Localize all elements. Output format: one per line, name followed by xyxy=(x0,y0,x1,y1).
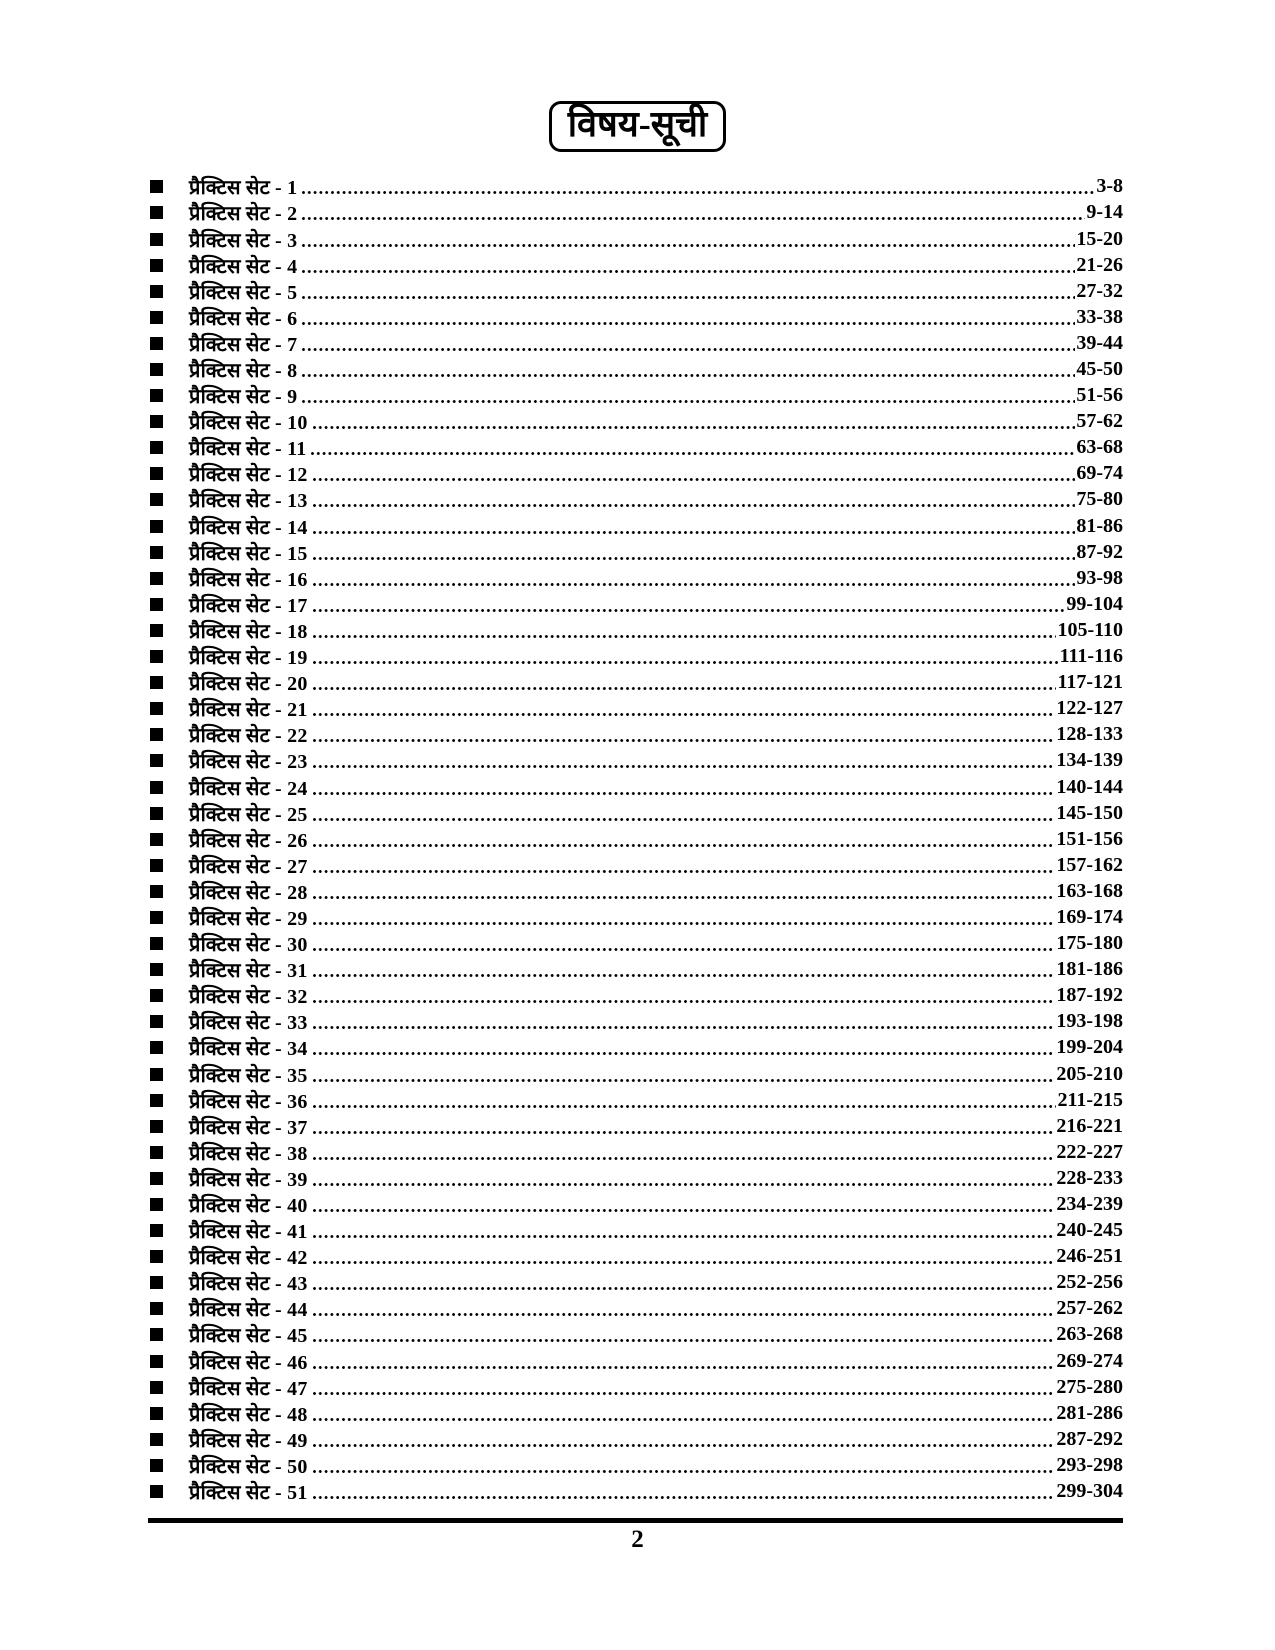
toc-entry-row xyxy=(150,435,1123,461)
toc-entry-pages: 287-292 xyxy=(1056,1427,1123,1450)
dot-leader xyxy=(313,818,1056,821)
toc-entry-pages: 21-26 xyxy=(1076,253,1123,276)
toc-entry-title: प्रैक्टिस सेट - 11 xyxy=(189,438,307,461)
toc-entry-row xyxy=(150,591,1123,617)
toc-entry-title: प्रैक्टिस सेट - 3 xyxy=(189,229,298,252)
toc-entry-title: प्रैक्टिस सेट - 37 xyxy=(189,1116,308,1139)
bullet-square-icon xyxy=(150,937,163,950)
toc-entry-title: प्रैक्टिस सेट - 47 xyxy=(189,1377,308,1400)
dot-leader xyxy=(313,557,1076,560)
dot-leader xyxy=(313,1496,1056,1499)
toc-entry-row xyxy=(150,487,1123,513)
title-section xyxy=(0,0,1275,152)
dot-leader xyxy=(313,504,1076,507)
toc-entry-title: प्रैक्टिस सेट - 51 xyxy=(189,1482,308,1505)
toc-entry-row xyxy=(150,461,1123,487)
toc-entry-pages: 281-286 xyxy=(1056,1401,1123,1424)
toc-entry-title: प्रैक्टिस सेट - 44 xyxy=(189,1299,308,1322)
dot-leader xyxy=(302,322,1075,325)
bullet-square-icon xyxy=(150,598,163,611)
toc-entry-pages: 175-180 xyxy=(1056,932,1123,955)
toc-entry-title: प्रैक्टिस सेट - 4 xyxy=(189,255,298,278)
toc-entry-title: प्रैक्टिस सेट - 42 xyxy=(189,1247,308,1270)
toc-entry-row xyxy=(150,1191,1123,1217)
dot-leader xyxy=(313,661,1059,664)
toc-entry-title: प्रैक्टिस सेट - 14 xyxy=(189,516,308,539)
toc-entry-pages: 63-68 xyxy=(1076,436,1123,459)
bullet-square-icon xyxy=(150,1433,163,1446)
toc-entry-title: प्रैक्टिस सेट - 6 xyxy=(189,307,298,330)
toc-entry-row xyxy=(150,1087,1123,1113)
bullet-square-icon xyxy=(150,1068,163,1081)
toc-entry-pages: 140-144 xyxy=(1056,775,1123,798)
toc-entry-pages: 145-150 xyxy=(1056,801,1123,824)
toc-entry-row xyxy=(150,617,1123,643)
toc-entry-title: प्रैक्टिस सेट - 38 xyxy=(189,1142,308,1165)
dot-leader xyxy=(313,948,1056,951)
bullet-square-icon xyxy=(150,180,163,193)
toc-entry-row xyxy=(150,904,1123,930)
dot-leader xyxy=(313,1183,1056,1186)
toc-entry-row xyxy=(150,1296,1123,1322)
toc-entry-title: प्रैक्टिस सेट - 23 xyxy=(189,751,308,774)
dot-leader xyxy=(313,1000,1056,1003)
dot-leader xyxy=(313,635,1057,638)
dot-leader xyxy=(302,244,1075,247)
toc-entry-row xyxy=(150,226,1123,252)
dot-leader xyxy=(313,1392,1056,1395)
toc-entry-pages: 187-192 xyxy=(1056,984,1123,1007)
bullet-square-icon xyxy=(150,754,163,767)
toc-entry-pages: 275-280 xyxy=(1056,1375,1123,1398)
toc-entry-pages: 151-156 xyxy=(1056,827,1123,850)
toc-entry-title: प्रैक्टिस सेट - 8 xyxy=(189,360,298,382)
dot-leader xyxy=(313,1287,1056,1290)
dot-leader xyxy=(313,1470,1056,1473)
bullet-square-icon xyxy=(150,493,163,506)
toc-entry-row xyxy=(150,1426,1123,1452)
toc-entry-row xyxy=(150,800,1123,826)
dot-leader xyxy=(313,1313,1056,1316)
toc-entry-pages: 57-62 xyxy=(1076,410,1123,433)
bullet-square-icon xyxy=(150,1120,163,1133)
bullet-square-icon xyxy=(150,363,163,376)
bullet-square-icon xyxy=(150,311,163,324)
toc-entry-pages: 163-168 xyxy=(1056,879,1123,902)
page-title: विषय-सूची xyxy=(549,101,727,152)
toc-entry-row xyxy=(150,174,1123,200)
dot-leader xyxy=(313,1339,1056,1342)
toc-entry-row xyxy=(150,1009,1123,1035)
toc-entry-row xyxy=(150,748,1123,774)
dot-leader xyxy=(302,191,1095,194)
toc-entry-pages: 252-256 xyxy=(1056,1271,1123,1294)
toc-entry-pages: 87-92 xyxy=(1076,540,1123,563)
dot-leader xyxy=(302,270,1075,273)
dot-leader xyxy=(313,844,1056,847)
dot-leader xyxy=(313,609,1066,612)
bullet-square-icon xyxy=(150,1276,163,1289)
toc-entry-pages: 111-116 xyxy=(1059,645,1123,668)
toc-entry-pages: 257-262 xyxy=(1056,1297,1123,1320)
toc-entry-row xyxy=(150,513,1123,539)
toc-entry-row xyxy=(150,643,1123,669)
toc-entry-row xyxy=(150,957,1123,983)
toc-entry-title: प्रैक्टिस सेट - 22 xyxy=(189,725,308,748)
toc-entry-title: प्रैक्टिस सेट - 18 xyxy=(189,620,308,643)
toc-entry-pages: 193-198 xyxy=(1056,1010,1123,1033)
toc-entry-row xyxy=(150,200,1123,226)
toc-entry-row xyxy=(150,931,1123,957)
toc-entry-title: प्रैक्टिस सेट - 15 xyxy=(189,542,308,565)
toc-entry-pages: 33-38 xyxy=(1076,305,1123,328)
toc-entry-title: प्रैक्टिस सेट - 34 xyxy=(189,1038,308,1061)
bullet-square-icon xyxy=(150,1407,163,1420)
bullet-square-icon xyxy=(150,1172,163,1185)
toc-entry-pages: 9-14 xyxy=(1086,201,1123,224)
dot-leader xyxy=(313,583,1076,586)
toc-entry-title: प्रैक्टिस सेट - 46 xyxy=(189,1351,308,1374)
toc-entry-pages: 99-104 xyxy=(1066,592,1123,615)
toc-entry-pages: 222-227 xyxy=(1056,1140,1123,1163)
toc-entry-row xyxy=(150,1452,1123,1478)
toc-entry-pages: 299-304 xyxy=(1056,1480,1123,1503)
bullet-square-icon xyxy=(150,259,163,272)
dot-leader xyxy=(313,1157,1056,1160)
toc-entry-title: प्रैक्टिस सेट - 13 xyxy=(189,490,308,513)
toc-entry-pages: 93-98 xyxy=(1076,566,1123,589)
toc-entry-pages: 216-221 xyxy=(1056,1114,1123,1137)
bullet-square-icon xyxy=(150,520,163,533)
toc-entry-title: प्रैक्टिस सेट - 24 xyxy=(189,777,308,800)
toc-entry-row xyxy=(150,1244,1123,1270)
toc-entry-title: प्रैक्टिस सेट - 21 xyxy=(189,699,308,722)
toc-entry-row xyxy=(150,1270,1123,1296)
toc-entry-title: प्रैक्टिस सेट - 50 xyxy=(189,1455,308,1478)
bullet-square-icon xyxy=(150,1302,163,1315)
dot-leader xyxy=(313,531,1076,534)
bullet-square-icon xyxy=(150,1041,163,1054)
toc-entry-pages: 181-186 xyxy=(1056,958,1123,981)
dot-leader xyxy=(313,896,1056,899)
toc-entry-row xyxy=(150,826,1123,852)
dot-leader xyxy=(313,713,1056,716)
dot-leader xyxy=(313,1079,1056,1082)
dot-leader xyxy=(313,1261,1056,1264)
toc-list xyxy=(150,174,1123,1505)
dot-leader xyxy=(313,1418,1056,1421)
bullet-square-icon xyxy=(150,1355,163,1368)
bullet-square-icon xyxy=(150,989,163,1002)
toc-entry-title: प्रैक्टिस सेट - 10 xyxy=(189,412,308,435)
dot-leader xyxy=(313,1209,1056,1212)
toc-entry-row xyxy=(150,878,1123,904)
toc-entry-row xyxy=(150,983,1123,1009)
toc-entry-pages: 39-44 xyxy=(1076,331,1123,354)
toc-entry-pages: 211-215 xyxy=(1057,1088,1123,1111)
toc-entry-row xyxy=(150,1322,1123,1348)
bullet-square-icon xyxy=(150,1094,163,1107)
dot-leader xyxy=(313,974,1056,977)
toc-entry-pages: 246-251 xyxy=(1056,1245,1123,1268)
dot-leader xyxy=(311,452,1075,455)
toc-entry-pages: 117-121 xyxy=(1057,671,1123,694)
toc-entry-pages: 105-110 xyxy=(1057,618,1123,641)
dot-leader xyxy=(313,687,1057,690)
bullet-square-icon xyxy=(150,1224,163,1237)
toc-entry-row xyxy=(150,774,1123,800)
toc-entry-row xyxy=(150,1348,1123,1374)
bullet-square-icon xyxy=(150,233,163,246)
toc-entry-row xyxy=(150,722,1123,748)
toc-entry-pages: 293-298 xyxy=(1056,1453,1123,1476)
toc-entry-row xyxy=(150,539,1123,565)
toc-entry-title: प्रैक्टिस सेट - 40 xyxy=(189,1195,308,1217)
toc-entry-row xyxy=(150,1374,1123,1400)
dot-leader xyxy=(302,217,1085,220)
toc-entry-row xyxy=(150,409,1123,435)
toc-entry-pages: 128-133 xyxy=(1056,723,1123,746)
bullet-square-icon xyxy=(150,1250,163,1263)
dot-leader xyxy=(313,1105,1057,1108)
toc-entry-title: प्रैक्टिस सेट - 12 xyxy=(189,464,308,487)
bullet-square-icon xyxy=(150,676,163,689)
toc-entry-pages: 81-86 xyxy=(1076,514,1123,537)
toc-entry-row xyxy=(150,330,1123,356)
toc-entry-pages: 75-80 xyxy=(1076,488,1123,511)
toc-entry-pages: 240-245 xyxy=(1056,1219,1123,1242)
toc-entry-title: प्रैक्टिस सेट - 41 xyxy=(189,1221,308,1244)
bullet-square-icon xyxy=(150,1485,163,1498)
toc-entry-title: प्रैक्टिस सेट - 25 xyxy=(189,803,308,826)
toc-entry-pages: 263-268 xyxy=(1056,1323,1123,1346)
toc-entry-row xyxy=(150,565,1123,591)
toc-entry-title: प्रैक्टिस सेट - 27 xyxy=(189,855,308,878)
bullet-square-icon xyxy=(150,624,163,637)
toc-entry-title: प्रैक्टिस सेट - 5 xyxy=(189,281,298,304)
toc-entry-row xyxy=(150,696,1123,722)
toc-entry-title: प्रैक्टिस सेट - 29 xyxy=(189,907,308,930)
bullet-square-icon xyxy=(150,963,163,976)
bullet-square-icon xyxy=(150,206,163,219)
dot-leader xyxy=(313,478,1076,481)
bullet-square-icon xyxy=(150,807,163,820)
toc-entry-pages: 15-20 xyxy=(1076,227,1123,250)
bullet-square-icon xyxy=(150,702,163,715)
toc-entry-pages: 228-233 xyxy=(1056,1166,1123,1189)
toc-entry-row xyxy=(150,670,1123,696)
dot-leader xyxy=(313,765,1056,768)
toc-entry-pages: 169-174 xyxy=(1056,905,1123,928)
toc-entry-pages: 3-8 xyxy=(1096,175,1123,198)
dot-leader xyxy=(313,1366,1056,1369)
toc-entry-title: प्रैक्टिस सेट - 16 xyxy=(189,568,308,591)
toc-entry-title: प्रैक्टिस सेट - 49 xyxy=(189,1429,308,1452)
toc-entry-row xyxy=(150,1478,1123,1504)
toc-entry-row xyxy=(150,1035,1123,1061)
toc-entry-title: प्रैक्टिस सेट - 33 xyxy=(189,1012,308,1035)
bullet-square-icon xyxy=(150,415,163,428)
toc-entry-row xyxy=(150,1113,1123,1139)
dot-leader xyxy=(313,1444,1056,1447)
toc-entry-pages: 134-139 xyxy=(1056,749,1123,772)
toc-entry-pages: 199-204 xyxy=(1056,1036,1123,1059)
bullet-square-icon xyxy=(150,1198,163,1211)
bullet-square-icon xyxy=(150,911,163,924)
toc-entry-title: प्रैक्टिस सेट - 26 xyxy=(189,829,308,852)
footer-rule xyxy=(148,1518,1123,1523)
toc-entry-pages: 45-50 xyxy=(1076,358,1123,380)
bullet-square-icon xyxy=(150,467,163,480)
toc-entry-row xyxy=(150,278,1123,304)
toc-entry-pages: 122-127 xyxy=(1056,697,1123,720)
bullet-square-icon xyxy=(150,650,163,663)
toc-entry-pages: 51-56 xyxy=(1076,384,1123,407)
toc-entry-title: प्रैक्टिस सेट - 36 xyxy=(189,1090,308,1113)
dot-leader xyxy=(313,922,1056,925)
bullet-square-icon xyxy=(150,546,163,559)
dot-leader xyxy=(313,1026,1056,1029)
toc-entry-pages: 205-210 xyxy=(1056,1062,1123,1085)
toc-entry-pages: 157-162 xyxy=(1056,853,1123,876)
toc-entry-title: प्रैक्टिस सेट - 35 xyxy=(189,1064,308,1087)
toc-entry-title: प्रैक्टिस सेट - 9 xyxy=(189,386,298,409)
page-number: 2 xyxy=(631,1526,644,1553)
bullet-square-icon xyxy=(150,1015,163,1028)
toc-entry-row xyxy=(150,1061,1123,1087)
bullet-square-icon xyxy=(150,859,163,872)
toc-entry-title: प्रैक्टिस सेट - 1 xyxy=(189,177,298,200)
toc-entry-title: प्रैक्टिस सेट - 17 xyxy=(189,594,308,617)
dot-leader xyxy=(302,296,1075,299)
toc-entry-title: प्रैक्टिस सेट - 39 xyxy=(189,1168,308,1191)
toc-entry-title: प्रैक्टिस सेट - 48 xyxy=(189,1403,308,1426)
dot-leader xyxy=(302,348,1075,351)
toc-entry-row xyxy=(150,1139,1123,1165)
bullet-square-icon xyxy=(150,833,163,846)
toc-entry-row xyxy=(150,252,1123,278)
bullet-square-icon xyxy=(150,1381,163,1394)
toc-entry-row xyxy=(150,1165,1123,1191)
bullet-square-icon xyxy=(150,572,163,585)
toc-entry-row xyxy=(150,852,1123,878)
dot-leader xyxy=(313,792,1056,795)
bullet-square-icon xyxy=(150,1459,163,1472)
bullet-square-icon xyxy=(150,885,163,898)
toc-entry-title: प्रैक्टिस सेट - 19 xyxy=(189,647,308,670)
toc-entry-title: प्रैक्टिस सेट - 2 xyxy=(189,203,298,226)
toc-entry-title: प्रैक्टिस सेट - 28 xyxy=(189,881,308,904)
toc-entry-title: प्रैक्टिस सेट - 32 xyxy=(189,986,308,1009)
toc-entry-title: प्रैक्टिस सेट - 43 xyxy=(189,1273,308,1296)
toc-entry-title: प्रैक्टिस सेट - 30 xyxy=(189,934,308,957)
toc-entry-title: प्रैक्टिस सेट - 7 xyxy=(189,333,298,356)
toc-entry-row xyxy=(150,304,1123,330)
toc-entry-title: प्रैक्टिस सेट - 31 xyxy=(189,960,308,983)
bullet-square-icon xyxy=(150,728,163,741)
dot-leader xyxy=(313,1131,1056,1134)
toc-entry-row xyxy=(150,1218,1123,1244)
toc-entry-title: प्रैक्टिस सेट - 20 xyxy=(189,673,308,696)
dot-leader xyxy=(313,426,1076,429)
bullet-square-icon xyxy=(150,1146,163,1159)
dot-leader xyxy=(313,1235,1056,1238)
toc-entry-pages: 269-274 xyxy=(1056,1349,1123,1372)
dot-leader xyxy=(313,870,1056,873)
bullet-square-icon xyxy=(150,1328,163,1341)
bullet-square-icon xyxy=(150,337,163,350)
toc-entry-pages: 69-74 xyxy=(1076,462,1123,485)
toc-entry-pages: 27-32 xyxy=(1076,279,1123,302)
bullet-square-icon xyxy=(150,781,163,794)
bullet-square-icon xyxy=(150,285,163,298)
toc-entry-row xyxy=(150,383,1123,409)
dot-leader xyxy=(302,374,1075,377)
dot-leader xyxy=(313,1052,1056,1055)
toc-entry-row xyxy=(150,356,1123,382)
bullet-square-icon xyxy=(150,389,163,402)
toc-entry-title: प्रैक्टिस सेट - 45 xyxy=(189,1325,308,1348)
dot-leader xyxy=(302,400,1075,403)
dot-leader xyxy=(313,739,1056,742)
toc-entry-row xyxy=(150,1400,1123,1426)
toc-entry-pages: 234-239 xyxy=(1056,1193,1123,1215)
bullet-square-icon xyxy=(150,441,163,454)
